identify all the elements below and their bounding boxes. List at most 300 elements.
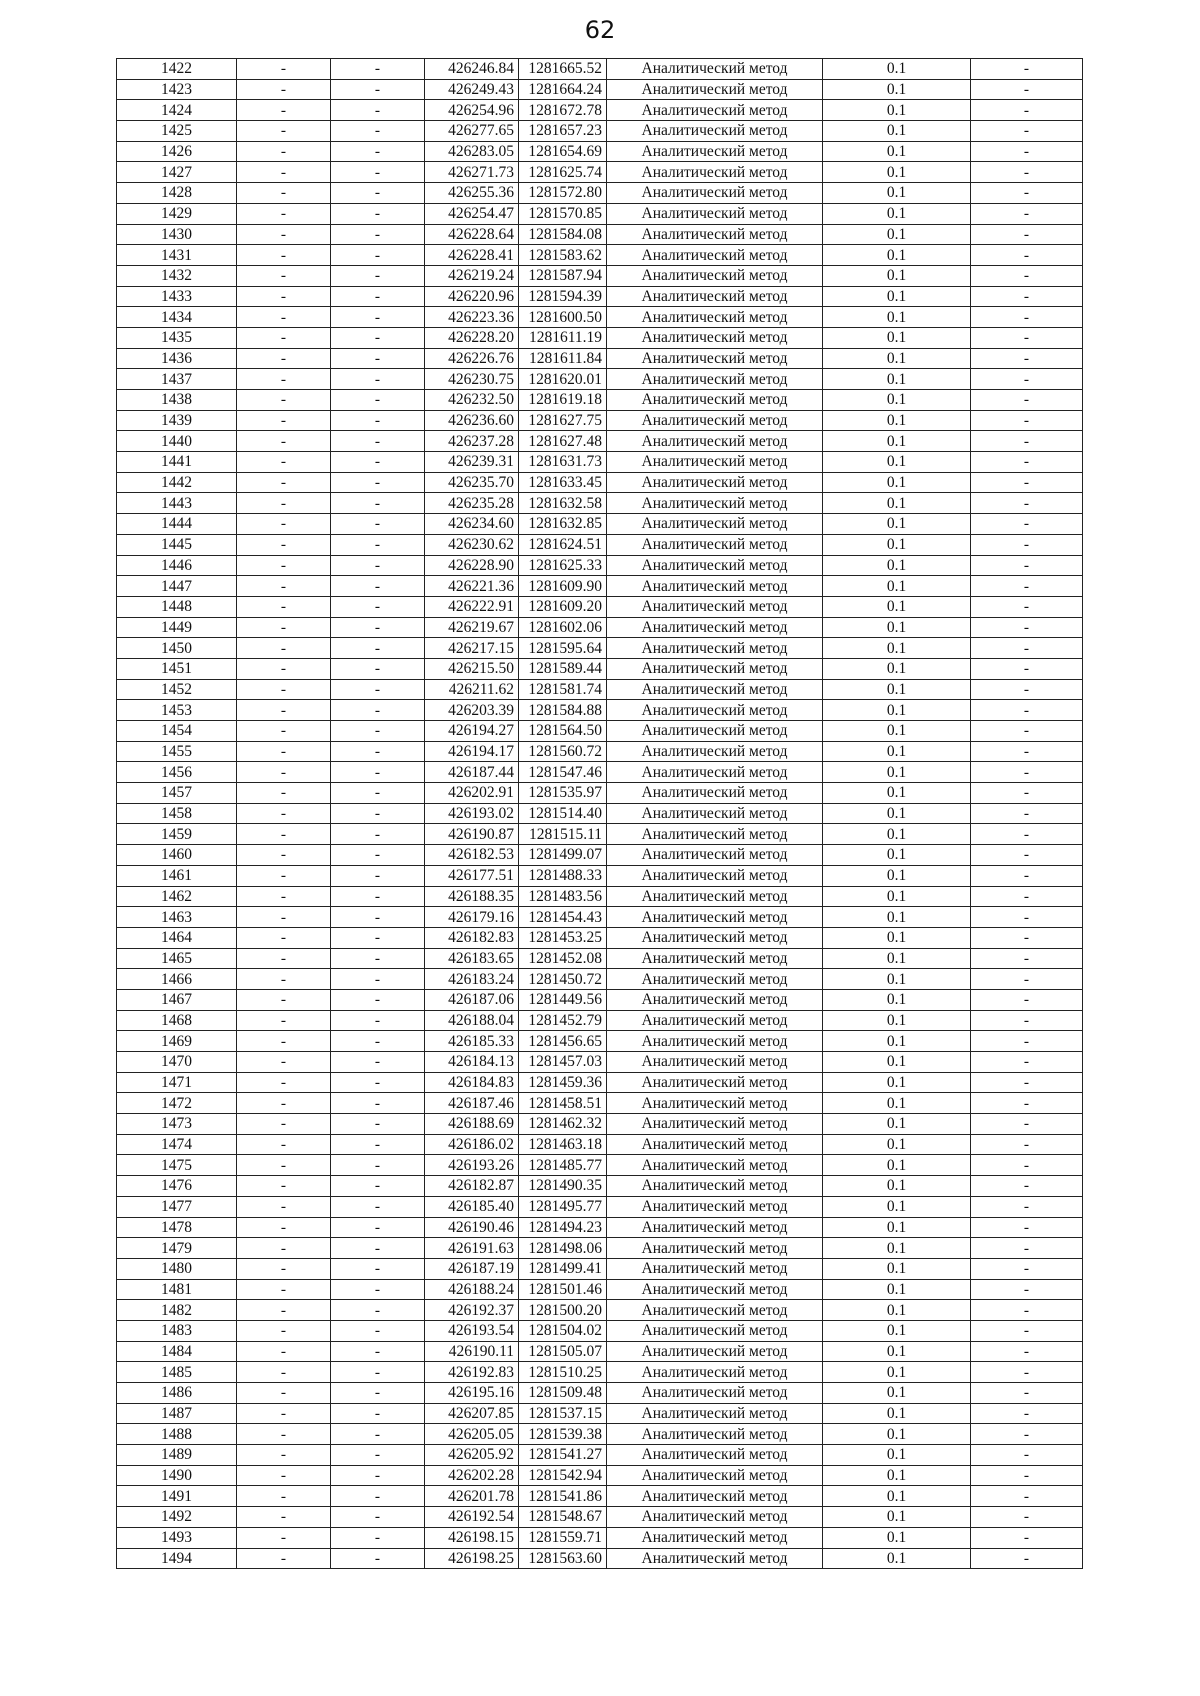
empty-dash-cell: - <box>237 783 331 804</box>
x-coordinate-cell: 426239.31 <box>425 452 519 473</box>
empty-dash-cell: - <box>331 100 425 121</box>
empty-dash-cell: - <box>237 555 331 576</box>
table-row <box>117 824 1083 845</box>
table-row <box>117 845 1083 866</box>
y-coordinate-cell: 1281589.44 <box>519 658 607 679</box>
y-coordinate-cell: 1281515.11 <box>519 824 607 845</box>
accuracy-cell: 0.1 <box>823 1383 971 1404</box>
y-coordinate-cell: 1281488.33 <box>519 865 607 886</box>
accuracy-cell: 0.1 <box>823 1134 971 1155</box>
method-cell: Аналитический метод <box>607 514 823 535</box>
y-coordinate-cell: 1281609.90 <box>519 576 607 597</box>
empty-dash-cell: - <box>331 1155 425 1176</box>
x-coordinate-cell: 426187.46 <box>425 1093 519 1114</box>
table-row <box>117 534 1083 555</box>
x-coordinate-cell: 426183.65 <box>425 948 519 969</box>
x-coordinate-cell: 426219.24 <box>425 265 519 286</box>
empty-dash-cell: - <box>237 927 331 948</box>
accuracy-cell: 0.1 <box>823 203 971 224</box>
table-row <box>117 1383 1083 1404</box>
x-coordinate-cell: 426188.35 <box>425 886 519 907</box>
empty-dash-cell: - <box>331 1383 425 1404</box>
point-number-cell: 1437 <box>117 369 237 390</box>
accuracy-cell: 0.1 <box>823 907 971 928</box>
y-coordinate-cell: 1281611.84 <box>519 348 607 369</box>
empty-dash-cell: - <box>331 141 425 162</box>
x-coordinate-cell: 426182.53 <box>425 845 519 866</box>
method-cell: Аналитический метод <box>607 472 823 493</box>
point-number-cell: 1435 <box>117 327 237 348</box>
point-number-cell: 1463 <box>117 907 237 928</box>
empty-dash-cell: - <box>331 596 425 617</box>
empty-dash-cell: - <box>237 1052 331 1073</box>
method-cell: Аналитический метод <box>607 224 823 245</box>
accuracy-cell: 0.1 <box>823 1031 971 1052</box>
empty-dash-cell: - <box>237 658 331 679</box>
y-coordinate-cell: 1281620.01 <box>519 369 607 390</box>
empty-dash-cell: - <box>237 700 331 721</box>
method-cell: Аналитический метод <box>607 265 823 286</box>
x-coordinate-cell: 426221.36 <box>425 576 519 597</box>
method-cell: Аналитический метод <box>607 1279 823 1300</box>
y-coordinate-cell: 1281547.46 <box>519 762 607 783</box>
empty-dash-cell: - <box>331 1445 425 1466</box>
point-number-cell: 1428 <box>117 183 237 204</box>
y-coordinate-cell: 1281510.25 <box>519 1362 607 1383</box>
empty-dash-cell: - <box>237 824 331 845</box>
y-coordinate-cell: 1281563.60 <box>519 1548 607 1569</box>
table-body <box>117 59 1083 1569</box>
method-cell: Аналитический метод <box>607 1341 823 1362</box>
method-cell: Аналитический метод <box>607 969 823 990</box>
y-coordinate-cell: 1281627.48 <box>519 431 607 452</box>
method-cell: Аналитический метод <box>607 700 823 721</box>
empty-dash-cell: - <box>331 327 425 348</box>
x-coordinate-cell: 426235.28 <box>425 493 519 514</box>
method-cell: Аналитический метод <box>607 1114 823 1135</box>
x-coordinate-cell: 426203.39 <box>425 700 519 721</box>
empty-dash-cell: - <box>331 203 425 224</box>
x-coordinate-cell: 426215.50 <box>425 658 519 679</box>
empty-dash-cell: - <box>331 1548 425 1569</box>
x-coordinate-cell: 426187.44 <box>425 762 519 783</box>
empty-dash-cell: - <box>971 493 1083 514</box>
empty-dash-cell: - <box>971 1548 1083 1569</box>
x-coordinate-cell: 426283.05 <box>425 141 519 162</box>
point-number-cell: 1457 <box>117 783 237 804</box>
accuracy-cell: 0.1 <box>823 348 971 369</box>
accuracy-cell: 0.1 <box>823 452 971 473</box>
empty-dash-cell: - <box>331 969 425 990</box>
accuracy-cell: 0.1 <box>823 927 971 948</box>
y-coordinate-cell: 1281587.94 <box>519 265 607 286</box>
table-row <box>117 245 1083 266</box>
point-number-cell: 1448 <box>117 596 237 617</box>
empty-dash-cell: - <box>971 989 1083 1010</box>
empty-dash-cell: - <box>971 1238 1083 1259</box>
empty-dash-cell: - <box>237 1258 331 1279</box>
y-coordinate-cell: 1281664.24 <box>519 79 607 100</box>
x-coordinate-cell: 426228.41 <box>425 245 519 266</box>
empty-dash-cell: - <box>971 1507 1083 1528</box>
accuracy-cell: 0.1 <box>823 886 971 907</box>
empty-dash-cell: - <box>331 431 425 452</box>
y-coordinate-cell: 1281541.27 <box>519 1445 607 1466</box>
empty-dash-cell: - <box>971 803 1083 824</box>
table-row <box>117 865 1083 886</box>
point-number-cell: 1439 <box>117 410 237 431</box>
accuracy-cell: 0.1 <box>823 1548 971 1569</box>
empty-dash-cell: - <box>331 472 425 493</box>
x-coordinate-cell: 426192.83 <box>425 1362 519 1383</box>
accuracy-cell: 0.1 <box>823 390 971 411</box>
method-cell: Аналитический метод <box>607 638 823 659</box>
table-row <box>117 1527 1083 1548</box>
point-number-cell: 1422 <box>117 59 237 80</box>
method-cell: Аналитический метод <box>607 865 823 886</box>
method-cell: Аналитический метод <box>607 803 823 824</box>
y-coordinate-cell: 1281453.25 <box>519 927 607 948</box>
method-cell: Аналитический метод <box>607 1465 823 1486</box>
method-cell: Аналитический метод <box>607 762 823 783</box>
accuracy-cell: 0.1 <box>823 472 971 493</box>
accuracy-cell: 0.1 <box>823 1196 971 1217</box>
x-coordinate-cell: 426228.64 <box>425 224 519 245</box>
x-coordinate-cell: 426177.51 <box>425 865 519 886</box>
point-number-cell: 1490 <box>117 1465 237 1486</box>
method-cell: Аналитический метод <box>607 1258 823 1279</box>
empty-dash-cell: - <box>237 803 331 824</box>
y-coordinate-cell: 1281505.07 <box>519 1341 607 1362</box>
x-coordinate-cell: 426207.85 <box>425 1403 519 1424</box>
point-number-cell: 1455 <box>117 741 237 762</box>
accuracy-cell: 0.1 <box>823 141 971 162</box>
empty-dash-cell: - <box>237 1279 331 1300</box>
empty-dash-cell: - <box>237 576 331 597</box>
empty-dash-cell: - <box>237 265 331 286</box>
accuracy-cell: 0.1 <box>823 1279 971 1300</box>
point-number-cell: 1440 <box>117 431 237 452</box>
empty-dash-cell: - <box>971 1010 1083 1031</box>
point-number-cell: 1469 <box>117 1031 237 1052</box>
empty-dash-cell: - <box>237 1010 331 1031</box>
empty-dash-cell: - <box>237 1341 331 1362</box>
method-cell: Аналитический метод <box>607 162 823 183</box>
x-coordinate-cell: 426194.17 <box>425 741 519 762</box>
empty-dash-cell: - <box>331 555 425 576</box>
x-coordinate-cell: 426184.13 <box>425 1052 519 1073</box>
empty-dash-cell: - <box>237 472 331 493</box>
empty-dash-cell: - <box>971 472 1083 493</box>
method-cell: Аналитический метод <box>607 1134 823 1155</box>
x-coordinate-cell: 426219.67 <box>425 617 519 638</box>
accuracy-cell: 0.1 <box>823 307 971 328</box>
accuracy-cell: 0.1 <box>823 1341 971 1362</box>
table-row <box>117 1217 1083 1238</box>
table-row <box>117 948 1083 969</box>
empty-dash-cell: - <box>971 1258 1083 1279</box>
table-row <box>117 327 1083 348</box>
point-number-cell: 1423 <box>117 79 237 100</box>
method-cell: Аналитический метод <box>607 390 823 411</box>
empty-dash-cell: - <box>971 576 1083 597</box>
x-coordinate-cell: 426234.60 <box>425 514 519 535</box>
point-number-cell: 1430 <box>117 224 237 245</box>
y-coordinate-cell: 1281509.48 <box>519 1383 607 1404</box>
empty-dash-cell: - <box>971 265 1083 286</box>
x-coordinate-cell: 426230.62 <box>425 534 519 555</box>
method-cell: Аналитический метод <box>607 327 823 348</box>
table-row <box>117 431 1083 452</box>
accuracy-cell: 0.1 <box>823 59 971 80</box>
empty-dash-cell: - <box>331 1527 425 1548</box>
table-row <box>117 658 1083 679</box>
empty-dash-cell: - <box>971 286 1083 307</box>
y-coordinate-cell: 1281584.08 <box>519 224 607 245</box>
empty-dash-cell: - <box>237 369 331 390</box>
y-coordinate-cell: 1281452.79 <box>519 1010 607 1031</box>
y-coordinate-cell: 1281572.80 <box>519 183 607 204</box>
accuracy-cell: 0.1 <box>823 845 971 866</box>
page-number: 62 <box>584 16 616 44</box>
empty-dash-cell: - <box>971 741 1083 762</box>
accuracy-cell: 0.1 <box>823 700 971 721</box>
method-cell: Аналитический метод <box>607 493 823 514</box>
accuracy-cell: 0.1 <box>823 576 971 597</box>
empty-dash-cell: - <box>237 1320 331 1341</box>
empty-dash-cell: - <box>237 224 331 245</box>
table-row <box>117 59 1083 80</box>
empty-dash-cell: - <box>331 783 425 804</box>
table-row <box>117 1486 1083 1507</box>
coordinates-table <box>116 58 1083 1569</box>
empty-dash-cell: - <box>237 762 331 783</box>
empty-dash-cell: - <box>971 1362 1083 1383</box>
x-coordinate-cell: 426223.36 <box>425 307 519 328</box>
empty-dash-cell: - <box>237 410 331 431</box>
point-number-cell: 1471 <box>117 1072 237 1093</box>
y-coordinate-cell: 1281514.40 <box>519 803 607 824</box>
empty-dash-cell: - <box>331 1403 425 1424</box>
y-coordinate-cell: 1281500.20 <box>519 1300 607 1321</box>
empty-dash-cell: - <box>331 514 425 535</box>
table-row <box>117 1238 1083 1259</box>
point-number-cell: 1474 <box>117 1134 237 1155</box>
y-coordinate-cell: 1281654.69 <box>519 141 607 162</box>
point-number-cell: 1481 <box>117 1279 237 1300</box>
empty-dash-cell: - <box>971 555 1083 576</box>
empty-dash-cell: - <box>971 1196 1083 1217</box>
table-row <box>117 741 1083 762</box>
table-row <box>117 1176 1083 1197</box>
method-cell: Аналитический метод <box>607 100 823 121</box>
table-row <box>117 1134 1083 1155</box>
table-row <box>117 224 1083 245</box>
x-coordinate-cell: 426185.40 <box>425 1196 519 1217</box>
point-number-cell: 1485 <box>117 1362 237 1383</box>
table-row <box>117 1300 1083 1321</box>
empty-dash-cell: - <box>237 1403 331 1424</box>
method-cell: Аналитический метод <box>607 1424 823 1445</box>
empty-dash-cell: - <box>237 1217 331 1238</box>
table-row <box>117 886 1083 907</box>
x-coordinate-cell: 426182.83 <box>425 927 519 948</box>
empty-dash-cell: - <box>237 307 331 328</box>
y-coordinate-cell: 1281539.38 <box>519 1424 607 1445</box>
empty-dash-cell: - <box>331 927 425 948</box>
empty-dash-cell: - <box>971 886 1083 907</box>
point-number-cell: 1488 <box>117 1424 237 1445</box>
table-row <box>117 1072 1083 1093</box>
x-coordinate-cell: 426187.06 <box>425 989 519 1010</box>
y-coordinate-cell: 1281499.41 <box>519 1258 607 1279</box>
accuracy-cell: 0.1 <box>823 989 971 1010</box>
accuracy-cell: 0.1 <box>823 162 971 183</box>
y-coordinate-cell: 1281619.18 <box>519 390 607 411</box>
empty-dash-cell: - <box>237 1383 331 1404</box>
empty-dash-cell: - <box>237 431 331 452</box>
x-coordinate-cell: 426226.76 <box>425 348 519 369</box>
y-coordinate-cell: 1281581.74 <box>519 679 607 700</box>
empty-dash-cell: - <box>971 638 1083 659</box>
table-row <box>117 1424 1083 1445</box>
x-coordinate-cell: 426211.62 <box>425 679 519 700</box>
accuracy-cell: 0.1 <box>823 1362 971 1383</box>
empty-dash-cell: - <box>971 679 1083 700</box>
method-cell: Аналитический метод <box>607 452 823 473</box>
accuracy-cell: 0.1 <box>823 1527 971 1548</box>
point-number-cell: 1460 <box>117 845 237 866</box>
y-coordinate-cell: 1281457.03 <box>519 1052 607 1073</box>
method-cell: Аналитический метод <box>607 1383 823 1404</box>
point-number-cell: 1432 <box>117 265 237 286</box>
method-cell: Аналитический метод <box>607 245 823 266</box>
accuracy-cell: 0.1 <box>823 1052 971 1073</box>
x-coordinate-cell: 426271.73 <box>425 162 519 183</box>
empty-dash-cell: - <box>971 1093 1083 1114</box>
accuracy-cell: 0.1 <box>823 534 971 555</box>
x-coordinate-cell: 426228.90 <box>425 555 519 576</box>
method-cell: Аналитический метод <box>607 1507 823 1528</box>
accuracy-cell: 0.1 <box>823 596 971 617</box>
empty-dash-cell: - <box>971 1052 1083 1073</box>
empty-dash-cell: - <box>331 576 425 597</box>
empty-dash-cell: - <box>971 203 1083 224</box>
empty-dash-cell: - <box>971 1424 1083 1445</box>
y-coordinate-cell: 1281625.74 <box>519 162 607 183</box>
y-coordinate-cell: 1281501.46 <box>519 1279 607 1300</box>
y-coordinate-cell: 1281537.15 <box>519 1403 607 1424</box>
point-number-cell: 1438 <box>117 390 237 411</box>
point-number-cell: 1443 <box>117 493 237 514</box>
table-row <box>117 1114 1083 1135</box>
point-number-cell: 1478 <box>117 1217 237 1238</box>
empty-dash-cell: - <box>237 1114 331 1135</box>
empty-dash-cell: - <box>971 1134 1083 1155</box>
method-cell: Аналитический метод <box>607 1072 823 1093</box>
empty-dash-cell: - <box>331 658 425 679</box>
x-coordinate-cell: 426186.02 <box>425 1134 519 1155</box>
table-row <box>117 762 1083 783</box>
y-coordinate-cell: 1281672.78 <box>519 100 607 121</box>
table-row <box>117 596 1083 617</box>
method-cell: Аналитический метод <box>607 1238 823 1259</box>
empty-dash-cell: - <box>971 183 1083 204</box>
empty-dash-cell: - <box>971 534 1083 555</box>
table-row <box>117 1093 1083 1114</box>
empty-dash-cell: - <box>331 1507 425 1528</box>
point-number-cell: 1475 <box>117 1155 237 1176</box>
empty-dash-cell: - <box>971 1114 1083 1135</box>
empty-dash-cell: - <box>331 824 425 845</box>
empty-dash-cell: - <box>237 886 331 907</box>
accuracy-cell: 0.1 <box>823 1176 971 1197</box>
empty-dash-cell: - <box>237 1548 331 1569</box>
x-coordinate-cell: 426190.46 <box>425 1217 519 1238</box>
x-coordinate-cell: 426184.83 <box>425 1072 519 1093</box>
method-cell: Аналитический метод <box>607 741 823 762</box>
accuracy-cell: 0.1 <box>823 1114 971 1135</box>
empty-dash-cell: - <box>331 390 425 411</box>
point-number-cell: 1454 <box>117 721 237 742</box>
empty-dash-cell: - <box>237 79 331 100</box>
y-coordinate-cell: 1281665.52 <box>519 59 607 80</box>
empty-dash-cell: - <box>331 1486 425 1507</box>
x-coordinate-cell: 426220.96 <box>425 286 519 307</box>
point-number-cell: 1466 <box>117 969 237 990</box>
empty-dash-cell: - <box>237 721 331 742</box>
empty-dash-cell: - <box>971 141 1083 162</box>
x-coordinate-cell: 426201.78 <box>425 1486 519 1507</box>
empty-dash-cell: - <box>971 410 1083 431</box>
empty-dash-cell: - <box>971 327 1083 348</box>
point-number-cell: 1456 <box>117 762 237 783</box>
method-cell: Аналитический метод <box>607 1527 823 1548</box>
y-coordinate-cell: 1281498.06 <box>519 1238 607 1259</box>
method-cell: Аналитический метод <box>607 59 823 80</box>
empty-dash-cell: - <box>971 1320 1083 1341</box>
point-number-cell: 1472 <box>117 1093 237 1114</box>
empty-dash-cell: - <box>971 617 1083 638</box>
empty-dash-cell: - <box>237 534 331 555</box>
method-cell: Аналитический метод <box>607 286 823 307</box>
empty-dash-cell: - <box>331 307 425 328</box>
x-coordinate-cell: 426236.60 <box>425 410 519 431</box>
empty-dash-cell: - <box>237 865 331 886</box>
empty-dash-cell: - <box>237 100 331 121</box>
point-number-cell: 1429 <box>117 203 237 224</box>
empty-dash-cell: - <box>971 224 1083 245</box>
empty-dash-cell: - <box>331 245 425 266</box>
empty-dash-cell: - <box>971 59 1083 80</box>
table-row <box>117 1010 1083 1031</box>
point-number-cell: 1491 <box>117 1486 237 1507</box>
method-cell: Аналитический метод <box>607 1176 823 1197</box>
x-coordinate-cell: 426194.27 <box>425 721 519 742</box>
empty-dash-cell: - <box>331 845 425 866</box>
x-coordinate-cell: 426205.05 <box>425 1424 519 1445</box>
accuracy-cell: 0.1 <box>823 617 971 638</box>
empty-dash-cell: - <box>971 721 1083 742</box>
method-cell: Аналитический метод <box>607 1320 823 1341</box>
method-cell: Аналитический метод <box>607 555 823 576</box>
empty-dash-cell: - <box>971 824 1083 845</box>
empty-dash-cell: - <box>331 721 425 742</box>
x-coordinate-cell: 426183.24 <box>425 969 519 990</box>
x-coordinate-cell: 426232.50 <box>425 390 519 411</box>
point-number-cell: 1489 <box>117 1445 237 1466</box>
point-number-cell: 1476 <box>117 1176 237 1197</box>
